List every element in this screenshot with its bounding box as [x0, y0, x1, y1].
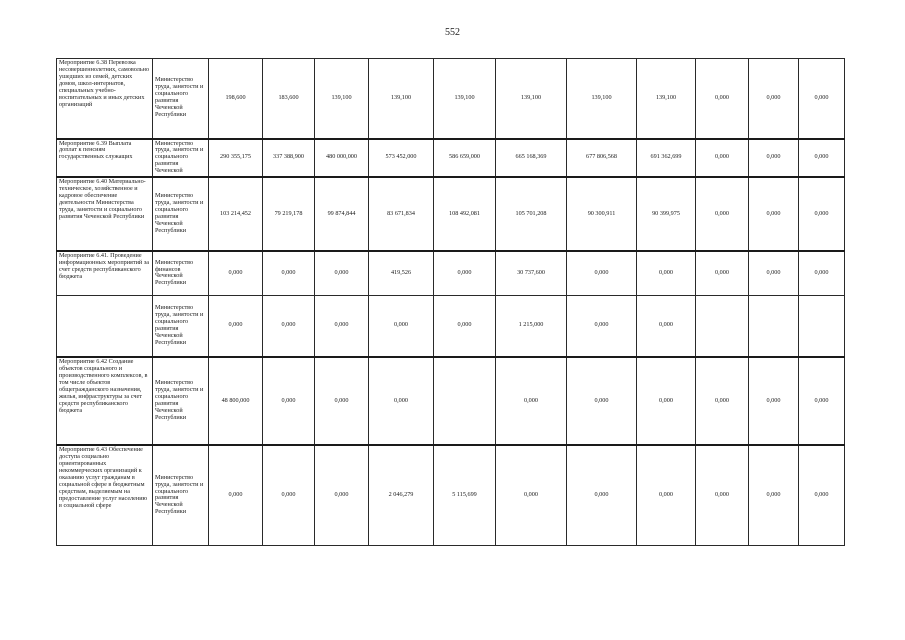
value-cell: 0,000: [567, 357, 637, 445]
value-cell: 665 168,369: [496, 139, 567, 178]
value-cell: 0,000: [749, 139, 799, 178]
value-cell: 1 215,000: [496, 295, 567, 357]
value-cell: 103 214,452: [209, 177, 263, 251]
value-cell: 139,100: [315, 59, 369, 139]
value-cell: 0,000: [567, 445, 637, 545]
measure-name-cell: Мероприятие 6.38 Перевозка несовершеннолетних, самовольно ушедших из семей, детских домов, школ-интернатов, специальных учебно-воспитательных и иных детских организаций: [57, 59, 153, 139]
value-cell: 0,000: [799, 177, 845, 251]
measure-name-cell: [57, 295, 153, 357]
value-cell: 0,000: [749, 59, 799, 139]
value-cell: 0,000: [567, 295, 637, 357]
value-cell: 139,100: [567, 59, 637, 139]
value-cell: [799, 295, 845, 357]
value-cell: 0,000: [369, 295, 434, 357]
value-cell: 0,000: [567, 251, 637, 295]
value-cell: 139,100: [434, 59, 496, 139]
value-cell: 0,000: [637, 357, 696, 445]
value-cell: 0,000: [315, 445, 369, 545]
table-row: [57, 357, 845, 445]
table-row: [57, 251, 845, 295]
value-cell: 139,100: [496, 59, 567, 139]
value-cell: 0,000: [209, 445, 263, 545]
measure-name-cell: Мероприятие 6.40 Материально-техническое, хозяйственное и кадровое обеспечение деятельности Министерства труда, занятости и социального развития Чеченской Республики: [57, 177, 153, 251]
value-cell: 0,000: [315, 295, 369, 357]
value-cell: 0,000: [799, 59, 845, 139]
executor-cell: Министерство труда, занятости и социального развития Чеченской Республики: [153, 59, 209, 139]
table-row: [57, 177, 845, 251]
value-cell: 83 671,834: [369, 177, 434, 251]
value-cell: 419,526: [369, 251, 434, 295]
value-cell: 0,000: [263, 251, 315, 295]
measure-name-cell: Мероприятие 6.41. Проведение информационных мероприятий за счет средств республиканского бюджета: [57, 251, 153, 295]
value-cell: 480 000,000: [315, 139, 369, 178]
value-cell: 0,000: [369, 357, 434, 445]
executor-cell: Министерство труда, занятости и социального развития Чеченской Республики: [153, 357, 209, 445]
value-cell: 90 300,911: [567, 177, 637, 251]
value-cell: 0,000: [696, 139, 749, 178]
table-row: [57, 445, 845, 545]
value-cell: 0,000: [799, 357, 845, 445]
value-cell: 0,000: [749, 177, 799, 251]
value-cell: 0,000: [315, 251, 369, 295]
value-cell: 0,000: [209, 295, 263, 357]
measure-name-cell: Мероприятие 6.39 Выплата доплат к пенсиям государственных служащих: [57, 139, 153, 178]
table-row: [57, 59, 845, 139]
value-cell: 90 399,975: [637, 177, 696, 251]
value-cell: 0,000: [696, 59, 749, 139]
value-cell: 139,100: [637, 59, 696, 139]
value-cell: [696, 295, 749, 357]
value-cell: [749, 295, 799, 357]
value-cell: 0,000: [696, 445, 749, 545]
value-cell: 48 800,000: [209, 357, 263, 445]
value-cell: 0,000: [799, 251, 845, 295]
value-cell: 5 115,699: [434, 445, 496, 545]
value-cell: 79 219,178: [263, 177, 315, 251]
value-cell: 0,000: [434, 251, 496, 295]
value-cell: 198,600: [209, 59, 263, 139]
value-cell: 573 452,000: [369, 139, 434, 178]
value-cell: 0,000: [263, 357, 315, 445]
value-cell: 139,100: [369, 59, 434, 139]
value-cell: 0,000: [749, 357, 799, 445]
value-cell: 586 659,000: [434, 139, 496, 178]
value-cell: 0,000: [749, 251, 799, 295]
value-cell: 99 874,844: [315, 177, 369, 251]
value-cell: 0,000: [637, 445, 696, 545]
value-cell: 691 362,699: [637, 139, 696, 178]
value-cell: 0,000: [637, 251, 696, 295]
table-row: [57, 295, 845, 357]
value-cell: 0,000: [263, 295, 315, 357]
page-number: 552: [445, 27, 460, 38]
value-cell: 677 806,568: [567, 139, 637, 178]
value-cell: 0,000: [637, 295, 696, 357]
value-cell: 0,000: [799, 139, 845, 178]
value-cell: 30 737,600: [496, 251, 567, 295]
value-cell: 0,000: [315, 357, 369, 445]
measure-name-cell: Мероприятие 6.42 Создание объектов социального и производственного комплексов, в том числе объектов общегражданского назначения, жилья, инфраструктуры за счет средств республиканского бюджета: [57, 357, 153, 445]
value-cell: 108 492,081: [434, 177, 496, 251]
executor-cell: Министерство труда, занятости и социального развития Чеченской Республики: [153, 295, 209, 357]
value-cell: 0,000: [263, 445, 315, 545]
value-cell: 0,000: [496, 357, 567, 445]
value-cell: 0,000: [434, 295, 496, 357]
measure-name-cell: Мероприятие 6.43 Обеспечение доступа социально ориентированных некоммерческих организаций к оказанию услуг гражданам в социальной сфере в бюджетным средствам, выделяемым на предоставление услуг населению в социальной сфере: [57, 445, 153, 545]
value-cell: 337 388,900: [263, 139, 315, 178]
value-cell: 0,000: [696, 251, 749, 295]
value-cell: 2 046,279: [369, 445, 434, 545]
value-cell: 0,000: [496, 445, 567, 545]
value-cell: 290 355,175: [209, 139, 263, 178]
value-cell: 0,000: [209, 251, 263, 295]
executor-cell: Министерство труда, занятости и социального развития Чеченской Республики: [153, 177, 209, 251]
executor-cell: Министерство труда, занятости и социального развития Чеченской Республики: [153, 445, 209, 545]
value-cell: 0,000: [696, 357, 749, 445]
value-cell: 183,600: [263, 59, 315, 139]
value-cell: 105 701,208: [496, 177, 567, 251]
value-cell: 0,000: [749, 445, 799, 545]
table-row: [57, 139, 845, 178]
value-cell: 0,000: [696, 177, 749, 251]
executor-cell: Министерство труда, занятости и социального развития Чеченской: [153, 139, 209, 178]
executor-cell: Министерство финансов Чеченской Республики: [153, 251, 209, 295]
budget-table: [56, 58, 845, 546]
value-cell: [434, 357, 496, 445]
value-cell: 0,000: [799, 445, 845, 545]
